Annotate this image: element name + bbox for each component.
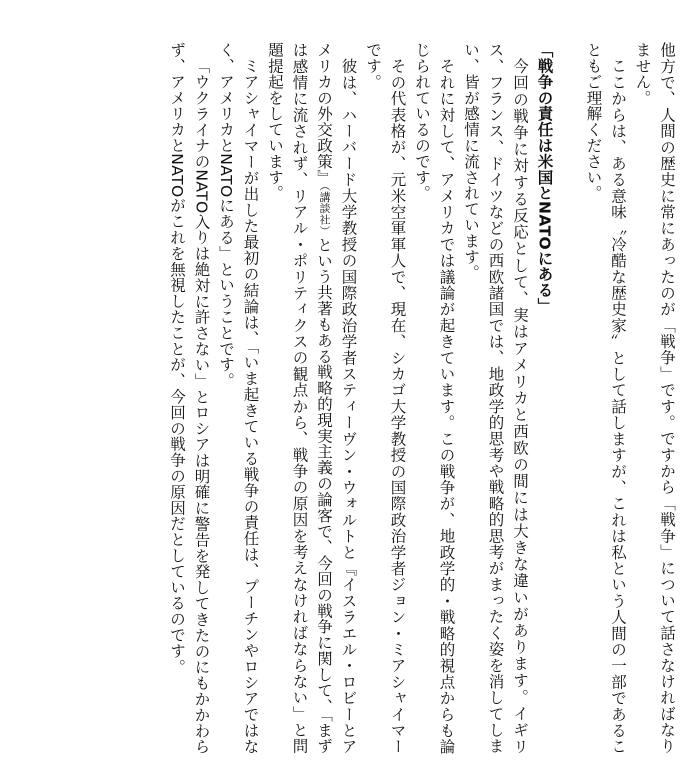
paragraph-war-history: 他方で、人間の歴史に常にあったのが「戦争」です。ですから「戦争」について話さなければなりません。 — [633, 42, 676, 754]
paragraph-mearsheimer: その代表格が、元米空軍軍人で、現在、シカゴ大学教授の国際政治学者ジョン・ミアシャイマーです。 — [364, 42, 407, 754]
paragraph-cold-historian: ここからは、ある意味〝冷酷な歴史家〟として話しますが、これは私という人間の一部であることもご理解ください。 — [584, 42, 627, 754]
publisher-note: （講談社） — [318, 185, 331, 237]
vertical-text-body — [14, 42, 679, 754]
paragraph-nato-warning: 「ウクライナのNATO入りは絶対に許さない」とロシアは明確に警告を発してきたのにもかかわらず、アメリカとNATOがこれを無視したことが、今回の戦争の原因だとしているのです。 — [168, 42, 211, 754]
blank-line — [557, 42, 582, 754]
paragraph-walt-part-b: という共著もある戦略的現実主義の論客で、今回の戦争に関して、「まずは感情に流されず、リアル・ポリティクスの観点から、戦争の原因を考えなければならない」と問題提起をしています。 — [266, 42, 333, 754]
paragraph-conclusion: ミアシャイマーが出した最初の結論は、「いま起きている戦争の責任は、プーチンやロシアではなく、アメリカとNATOにある」ということです。 — [217, 42, 260, 754]
paragraph-walt-coauthor — [263, 42, 361, 754]
paragraph-walt-part-a: 彼は、ハーバード大学教授の国際政治学者スティーヴン・ウォルトと『イスラエル・ロビーとアメリカの外交政策』 — [315, 42, 358, 754]
section-heading: 「戦争の責任は米国とNATOにある」 — [535, 42, 554, 314]
paragraph-us-debate: それに対して、アメリカでは議論が起きています。この戦争が、地政学的・戦略的視点からも論じられているのです。 — [413, 42, 456, 754]
paragraph-reaction: 今回の戦争に対する反応として、実はアメリカと西欧の間には大きな違いがあります。イギリス、フランス、ドイツなどの西欧諸国では、地政学的思考や戦略的思考がまったく姿を消してしまい、皆が感情に流されています。 — [462, 42, 529, 754]
